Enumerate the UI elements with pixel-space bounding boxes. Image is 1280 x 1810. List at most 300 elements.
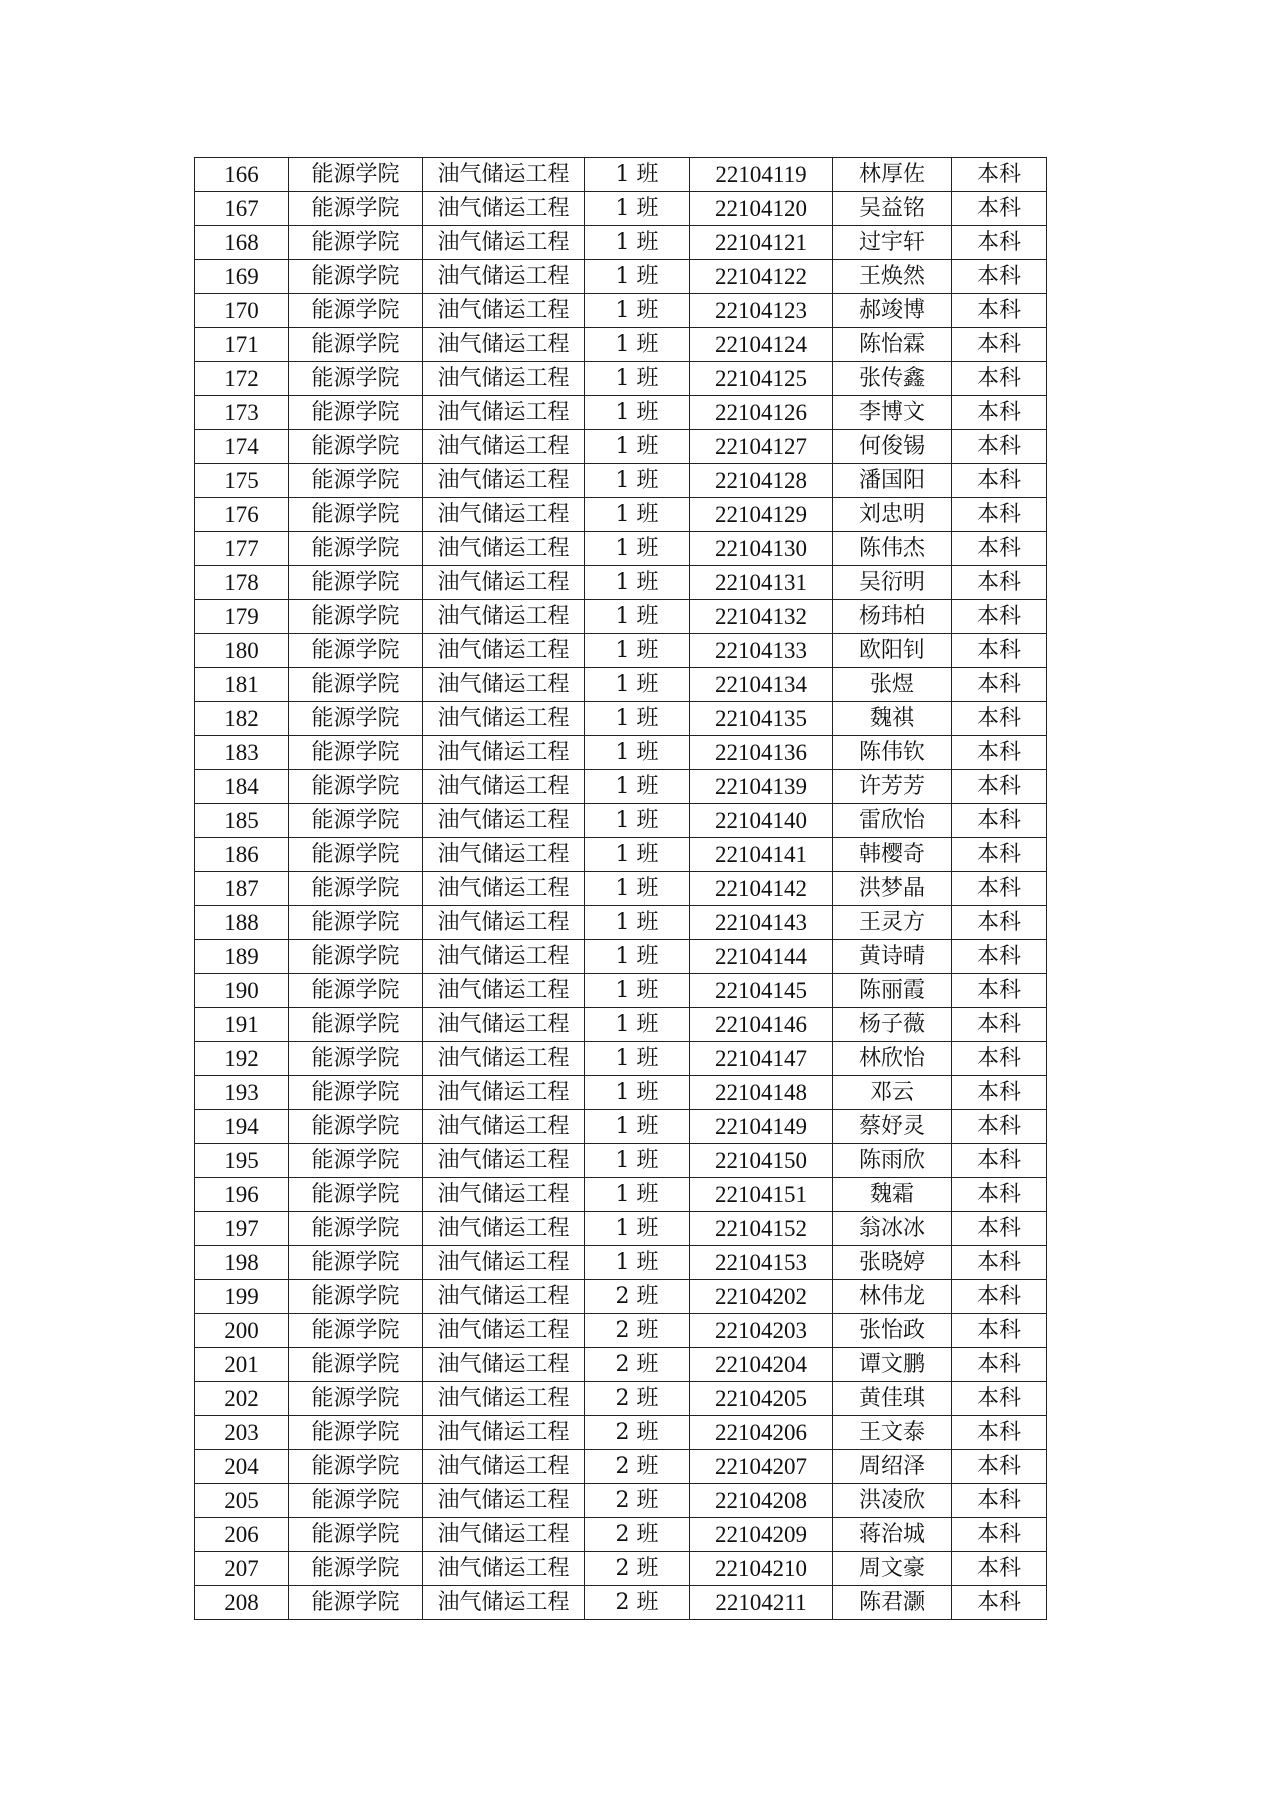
- student-roster-table: [194, 157, 1047, 1620]
- class-cell: 1 班: [585, 362, 690, 396]
- student-id-cell: 22104150: [690, 1144, 833, 1178]
- class-cell: 2 班: [585, 1484, 690, 1518]
- table-row: [195, 294, 1047, 328]
- table-row: [195, 430, 1047, 464]
- table-row: [195, 1552, 1047, 1586]
- degree-level-cell: 本科: [952, 872, 1047, 906]
- class-cell: 2 班: [585, 1348, 690, 1382]
- row-index: 190: [195, 974, 289, 1008]
- class-cell: 1 班: [585, 260, 690, 294]
- major-cell: 油气储运工程: [423, 192, 585, 226]
- college-cell: 能源学院: [289, 600, 423, 634]
- row-index: 179: [195, 600, 289, 634]
- college-cell: 能源学院: [289, 634, 423, 668]
- class-cell: 2 班: [585, 1450, 690, 1484]
- degree-level-cell: 本科: [952, 1246, 1047, 1280]
- college-cell: 能源学院: [289, 736, 423, 770]
- student-id-cell: 22104207: [690, 1450, 833, 1484]
- student-id-cell: 22104128: [690, 464, 833, 498]
- college-cell: 能源学院: [289, 396, 423, 430]
- row-index: 177: [195, 532, 289, 566]
- class-cell: 1 班: [585, 532, 690, 566]
- row-index: 173: [195, 396, 289, 430]
- table-row: [195, 668, 1047, 702]
- table-row: [195, 974, 1047, 1008]
- student-name-cell: 何俊锡: [833, 430, 952, 464]
- table-row: [195, 940, 1047, 974]
- table-row: [195, 1246, 1047, 1280]
- degree-level-cell: 本科: [952, 1144, 1047, 1178]
- class-cell: 2 班: [585, 1518, 690, 1552]
- student-id-cell: 22104121: [690, 226, 833, 260]
- table-row: [195, 158, 1047, 192]
- degree-level-cell: 本科: [952, 532, 1047, 566]
- table-row: [195, 1042, 1047, 1076]
- degree-level-cell: 本科: [952, 770, 1047, 804]
- major-cell: 油气储运工程: [423, 362, 585, 396]
- table-row: [195, 1416, 1047, 1450]
- college-cell: 能源学院: [289, 668, 423, 702]
- college-cell: 能源学院: [289, 532, 423, 566]
- student-id-cell: 22104208: [690, 1484, 833, 1518]
- college-cell: 能源学院: [289, 1110, 423, 1144]
- degree-level-cell: 本科: [952, 1280, 1047, 1314]
- major-cell: 油气储运工程: [423, 1076, 585, 1110]
- college-cell: 能源学院: [289, 804, 423, 838]
- row-index: 178: [195, 566, 289, 600]
- college-cell: 能源学院: [289, 192, 423, 226]
- row-index: 186: [195, 838, 289, 872]
- student-name-cell: 黄诗晴: [833, 940, 952, 974]
- major-cell: 油气储运工程: [423, 1382, 585, 1416]
- row-index: 197: [195, 1212, 289, 1246]
- college-cell: 能源学院: [289, 498, 423, 532]
- student-name-cell: 魏霜: [833, 1178, 952, 1212]
- student-id-cell: 22104149: [690, 1110, 833, 1144]
- major-cell: 油气储运工程: [423, 1280, 585, 1314]
- row-index: 175: [195, 464, 289, 498]
- table-row: [195, 872, 1047, 906]
- student-id-cell: 22104120: [690, 192, 833, 226]
- class-cell: 1 班: [585, 1144, 690, 1178]
- class-cell: 1 班: [585, 940, 690, 974]
- class-cell: 1 班: [585, 600, 690, 634]
- row-index: 199: [195, 1280, 289, 1314]
- student-id-cell: 22104122: [690, 260, 833, 294]
- class-cell: 1 班: [585, 906, 690, 940]
- major-cell: 油气储运工程: [423, 1450, 585, 1484]
- class-cell: 1 班: [585, 396, 690, 430]
- table-row: [195, 600, 1047, 634]
- table-row: [195, 362, 1047, 396]
- student-id-cell: 22104202: [690, 1280, 833, 1314]
- college-cell: 能源学院: [289, 1212, 423, 1246]
- class-cell: 1 班: [585, 668, 690, 702]
- row-index: 180: [195, 634, 289, 668]
- student-id-cell: 22104142: [690, 872, 833, 906]
- major-cell: 油气储运工程: [423, 1586, 585, 1620]
- major-cell: 油气储运工程: [423, 498, 585, 532]
- row-index: 191: [195, 1008, 289, 1042]
- class-cell: 1 班: [585, 974, 690, 1008]
- student-name-cell: 欧阳钊: [833, 634, 952, 668]
- degree-level-cell: 本科: [952, 1178, 1047, 1212]
- class-cell: 1 班: [585, 158, 690, 192]
- class-cell: 1 班: [585, 838, 690, 872]
- student-id-cell: 22104119: [690, 158, 833, 192]
- college-cell: 能源学院: [289, 906, 423, 940]
- student-name-cell: 郝竣博: [833, 294, 952, 328]
- major-cell: 油气储运工程: [423, 668, 585, 702]
- student-id-cell: 22104131: [690, 566, 833, 600]
- college-cell: 能源学院: [289, 294, 423, 328]
- student-name-cell: 陈伟钦: [833, 736, 952, 770]
- major-cell: 油气储运工程: [423, 702, 585, 736]
- major-cell: 油气储运工程: [423, 464, 585, 498]
- degree-level-cell: 本科: [952, 940, 1047, 974]
- student-id-cell: 22104146: [690, 1008, 833, 1042]
- student-id-cell: 22104210: [690, 1552, 833, 1586]
- student-name-cell: 蒋治城: [833, 1518, 952, 1552]
- major-cell: 油气储运工程: [423, 1518, 585, 1552]
- major-cell: 油气储运工程: [423, 1042, 585, 1076]
- class-cell: 1 班: [585, 702, 690, 736]
- degree-level-cell: 本科: [952, 1348, 1047, 1382]
- major-cell: 油气储运工程: [423, 430, 585, 464]
- college-cell: 能源学院: [289, 260, 423, 294]
- college-cell: 能源学院: [289, 362, 423, 396]
- student-id-cell: 22104141: [690, 838, 833, 872]
- student-name-cell: 洪梦晶: [833, 872, 952, 906]
- student-id-cell: 22104132: [690, 600, 833, 634]
- row-index: 202: [195, 1382, 289, 1416]
- student-id-cell: 22104204: [690, 1348, 833, 1382]
- row-index: 195: [195, 1144, 289, 1178]
- table-row: [195, 1110, 1047, 1144]
- row-index: 204: [195, 1450, 289, 1484]
- class-cell: 1 班: [585, 1246, 690, 1280]
- major-cell: 油气储运工程: [423, 226, 585, 260]
- table-row: [195, 906, 1047, 940]
- class-cell: 2 班: [585, 1552, 690, 1586]
- degree-level-cell: 本科: [952, 736, 1047, 770]
- degree-level-cell: 本科: [952, 464, 1047, 498]
- college-cell: 能源学院: [289, 940, 423, 974]
- student-id-cell: 22104135: [690, 702, 833, 736]
- college-cell: 能源学院: [289, 974, 423, 1008]
- major-cell: 油气储运工程: [423, 1416, 585, 1450]
- degree-level-cell: 本科: [952, 1484, 1047, 1518]
- table-row: [195, 1586, 1047, 1620]
- major-cell: 油气储运工程: [423, 1484, 585, 1518]
- student-name-cell: 张晓婷: [833, 1246, 952, 1280]
- table-row: [195, 634, 1047, 668]
- table-row: [195, 1178, 1047, 1212]
- table-row: [195, 532, 1047, 566]
- table-row: [195, 804, 1047, 838]
- table-row: [195, 1348, 1047, 1382]
- row-index: 172: [195, 362, 289, 396]
- student-name-cell: 张煜: [833, 668, 952, 702]
- class-cell: 1 班: [585, 736, 690, 770]
- college-cell: 能源学院: [289, 770, 423, 804]
- degree-level-cell: 本科: [952, 158, 1047, 192]
- student-name-cell: 陈怡霖: [833, 328, 952, 362]
- college-cell: 能源学院: [289, 1178, 423, 1212]
- college-cell: 能源学院: [289, 1314, 423, 1348]
- student-name-cell: 陈丽霞: [833, 974, 952, 1008]
- row-index: 166: [195, 158, 289, 192]
- major-cell: 油气储运工程: [423, 1246, 585, 1280]
- college-cell: 能源学院: [289, 566, 423, 600]
- college-cell: 能源学院: [289, 702, 423, 736]
- student-id-cell: 22104133: [690, 634, 833, 668]
- student-name-cell: 吴衍明: [833, 566, 952, 600]
- college-cell: 能源学院: [289, 872, 423, 906]
- major-cell: 油气储运工程: [423, 634, 585, 668]
- college-cell: 能源学院: [289, 1144, 423, 1178]
- college-cell: 能源学院: [289, 464, 423, 498]
- student-name-cell: 黄佳琪: [833, 1382, 952, 1416]
- major-cell: 油气储运工程: [423, 396, 585, 430]
- table-row: [195, 192, 1047, 226]
- degree-level-cell: 本科: [952, 1586, 1047, 1620]
- student-id-cell: 22104144: [690, 940, 833, 974]
- degree-level-cell: 本科: [952, 838, 1047, 872]
- class-cell: 1 班: [585, 566, 690, 600]
- row-index: 198: [195, 1246, 289, 1280]
- student-name-cell: 王文泰: [833, 1416, 952, 1450]
- major-cell: 油气储运工程: [423, 328, 585, 362]
- row-index: 184: [195, 770, 289, 804]
- student-name-cell: 周文豪: [833, 1552, 952, 1586]
- table-row: [195, 1212, 1047, 1246]
- class-cell: 2 班: [585, 1416, 690, 1450]
- college-cell: 能源学院: [289, 1280, 423, 1314]
- table-row: [195, 464, 1047, 498]
- student-name-cell: 陈雨欣: [833, 1144, 952, 1178]
- major-cell: 油气储运工程: [423, 1314, 585, 1348]
- degree-level-cell: 本科: [952, 1212, 1047, 1246]
- class-cell: 1 班: [585, 804, 690, 838]
- degree-level-cell: 本科: [952, 1552, 1047, 1586]
- student-name-cell: 陈伟杰: [833, 532, 952, 566]
- student-id-cell: 22104130: [690, 532, 833, 566]
- college-cell: 能源学院: [289, 1348, 423, 1382]
- table-row: [195, 770, 1047, 804]
- student-id-cell: 22104127: [690, 430, 833, 464]
- row-index: 176: [195, 498, 289, 532]
- class-cell: 1 班: [585, 872, 690, 906]
- student-name-cell: 雷欣怡: [833, 804, 952, 838]
- student-id-cell: 22104203: [690, 1314, 833, 1348]
- degree-level-cell: 本科: [952, 1518, 1047, 1552]
- major-cell: 油气储运工程: [423, 1348, 585, 1382]
- class-cell: 1 班: [585, 770, 690, 804]
- college-cell: 能源学院: [289, 1042, 423, 1076]
- major-cell: 油气储运工程: [423, 736, 585, 770]
- major-cell: 油气储运工程: [423, 158, 585, 192]
- major-cell: 油气储运工程: [423, 600, 585, 634]
- table-row: [195, 226, 1047, 260]
- degree-level-cell: 本科: [952, 600, 1047, 634]
- student-id-cell: 22104206: [690, 1416, 833, 1450]
- class-cell: 1 班: [585, 192, 690, 226]
- table-row: [195, 566, 1047, 600]
- row-index: 183: [195, 736, 289, 770]
- major-cell: 油气储运工程: [423, 838, 585, 872]
- college-cell: 能源学院: [289, 1416, 423, 1450]
- degree-level-cell: 本科: [952, 430, 1047, 464]
- student-name-cell: 杨玮柏: [833, 600, 952, 634]
- student-name-cell: 林欣怡: [833, 1042, 952, 1076]
- college-cell: 能源学院: [289, 158, 423, 192]
- student-name-cell: 邓云: [833, 1076, 952, 1110]
- table-row: [195, 736, 1047, 770]
- degree-level-cell: 本科: [952, 498, 1047, 532]
- major-cell: 油气储运工程: [423, 294, 585, 328]
- major-cell: 油气储运工程: [423, 872, 585, 906]
- major-cell: 油气储运工程: [423, 906, 585, 940]
- major-cell: 油气储运工程: [423, 1008, 585, 1042]
- college-cell: 能源学院: [289, 1246, 423, 1280]
- class-cell: 1 班: [585, 1212, 690, 1246]
- student-name-cell: 林伟龙: [833, 1280, 952, 1314]
- student-id-cell: 22104151: [690, 1178, 833, 1212]
- degree-level-cell: 本科: [952, 396, 1047, 430]
- student-name-cell: 许芳芳: [833, 770, 952, 804]
- table-row: [195, 702, 1047, 736]
- row-index: 201: [195, 1348, 289, 1382]
- class-cell: 1 班: [585, 294, 690, 328]
- student-name-cell: 魏祺: [833, 702, 952, 736]
- major-cell: 油气储运工程: [423, 974, 585, 1008]
- student-name-cell: 陈君灏: [833, 1586, 952, 1620]
- row-index: 196: [195, 1178, 289, 1212]
- row-index: 189: [195, 940, 289, 974]
- degree-level-cell: 本科: [952, 1076, 1047, 1110]
- college-cell: 能源学院: [289, 430, 423, 464]
- table-row: [195, 838, 1047, 872]
- table-row: [195, 1144, 1047, 1178]
- student-id-cell: 22104211: [690, 1586, 833, 1620]
- major-cell: 油气储运工程: [423, 1110, 585, 1144]
- degree-level-cell: 本科: [952, 1008, 1047, 1042]
- class-cell: 2 班: [585, 1382, 690, 1416]
- student-name-cell: 韩樱奇: [833, 838, 952, 872]
- college-cell: 能源学院: [289, 1552, 423, 1586]
- major-cell: 油气储运工程: [423, 1144, 585, 1178]
- row-index: 170: [195, 294, 289, 328]
- class-cell: 1 班: [585, 498, 690, 532]
- degree-level-cell: 本科: [952, 1382, 1047, 1416]
- student-id-cell: 22104134: [690, 668, 833, 702]
- table-row: [195, 1518, 1047, 1552]
- row-index: 187: [195, 872, 289, 906]
- degree-level-cell: 本科: [952, 702, 1047, 736]
- class-cell: 1 班: [585, 1008, 690, 1042]
- student-id-cell: 22104126: [690, 396, 833, 430]
- row-index: 200: [195, 1314, 289, 1348]
- major-cell: 油气储运工程: [423, 940, 585, 974]
- table-row: [195, 1076, 1047, 1110]
- class-cell: 2 班: [585, 1314, 690, 1348]
- student-id-cell: 22104205: [690, 1382, 833, 1416]
- degree-level-cell: 本科: [952, 634, 1047, 668]
- student-name-cell: 过宇轩: [833, 226, 952, 260]
- student-name-cell: 王焕然: [833, 260, 952, 294]
- degree-level-cell: 本科: [952, 906, 1047, 940]
- student-id-cell: 22104148: [690, 1076, 833, 1110]
- class-cell: 1 班: [585, 328, 690, 362]
- row-index: 174: [195, 430, 289, 464]
- student-name-cell: 刘忠明: [833, 498, 952, 532]
- row-index: 194: [195, 1110, 289, 1144]
- class-cell: 2 班: [585, 1280, 690, 1314]
- row-index: 171: [195, 328, 289, 362]
- student-id-cell: 22104143: [690, 906, 833, 940]
- student-id-cell: 22104136: [690, 736, 833, 770]
- college-cell: 能源学院: [289, 1484, 423, 1518]
- row-index: 205: [195, 1484, 289, 1518]
- student-name-cell: 张怡政: [833, 1314, 952, 1348]
- student-name-cell: 李博文: [833, 396, 952, 430]
- degree-level-cell: 本科: [952, 362, 1047, 396]
- table-row: [195, 396, 1047, 430]
- degree-level-cell: 本科: [952, 804, 1047, 838]
- row-index: 208: [195, 1586, 289, 1620]
- student-name-cell: 张传鑫: [833, 362, 952, 396]
- student-name-cell: 吴益铭: [833, 192, 952, 226]
- degree-level-cell: 本科: [952, 328, 1047, 362]
- student-id-cell: 22104152: [690, 1212, 833, 1246]
- row-index: 192: [195, 1042, 289, 1076]
- college-cell: 能源学院: [289, 1450, 423, 1484]
- student-id-cell: 22104139: [690, 770, 833, 804]
- row-index: 193: [195, 1076, 289, 1110]
- row-index: 182: [195, 702, 289, 736]
- class-cell: 1 班: [585, 1076, 690, 1110]
- student-name-cell: 蔡妤灵: [833, 1110, 952, 1144]
- student-id-cell: 22104123: [690, 294, 833, 328]
- table-row: [195, 328, 1047, 362]
- college-cell: 能源学院: [289, 1382, 423, 1416]
- degree-level-cell: 本科: [952, 1110, 1047, 1144]
- class-cell: 1 班: [585, 634, 690, 668]
- row-index: 188: [195, 906, 289, 940]
- student-id-cell: 22104147: [690, 1042, 833, 1076]
- degree-level-cell: 本科: [952, 294, 1047, 328]
- table-row: [195, 1314, 1047, 1348]
- college-cell: 能源学院: [289, 328, 423, 362]
- major-cell: 油气储运工程: [423, 1552, 585, 1586]
- row-index: 169: [195, 260, 289, 294]
- degree-level-cell: 本科: [952, 668, 1047, 702]
- row-index: 203: [195, 1416, 289, 1450]
- major-cell: 油气储运工程: [423, 532, 585, 566]
- class-cell: 2 班: [585, 1586, 690, 1620]
- class-cell: 1 班: [585, 1110, 690, 1144]
- student-name-cell: 王灵方: [833, 906, 952, 940]
- major-cell: 油气储运工程: [423, 770, 585, 804]
- class-cell: 1 班: [585, 226, 690, 260]
- row-index: 206: [195, 1518, 289, 1552]
- major-cell: 油气储运工程: [423, 804, 585, 838]
- student-name-cell: 杨子薇: [833, 1008, 952, 1042]
- class-cell: 1 班: [585, 430, 690, 464]
- degree-level-cell: 本科: [952, 1042, 1047, 1076]
- student-name-cell: 翁冰冰: [833, 1212, 952, 1246]
